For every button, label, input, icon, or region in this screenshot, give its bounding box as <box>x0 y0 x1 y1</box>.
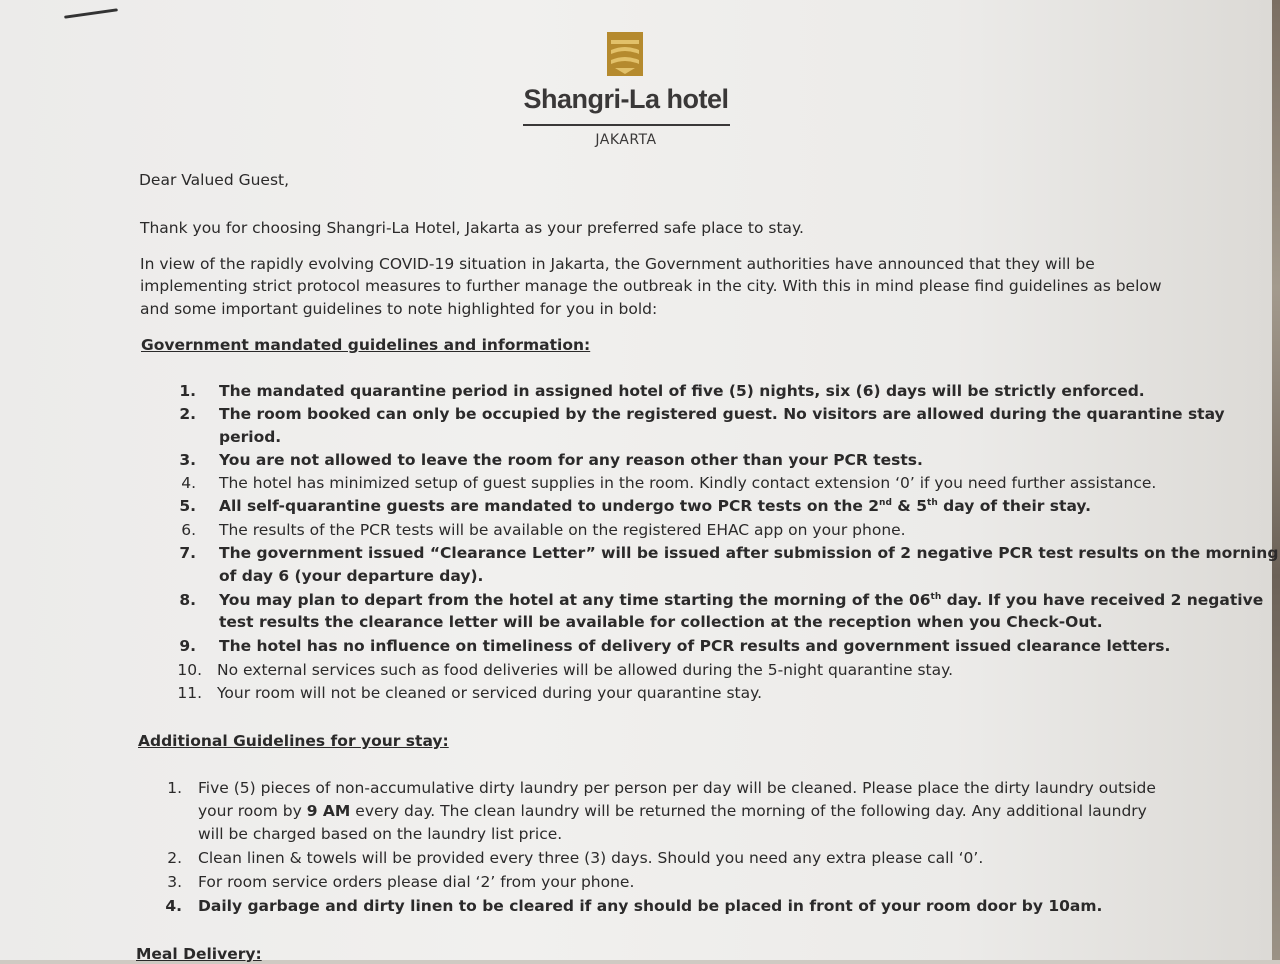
list-item-text: day of their stay. <box>937 497 1091 515</box>
list-item: The mandated quarantine period in assigned hotel of five (5) nights, six (6) days will be strictly enforced. <box>219 382 1145 400</box>
list-number: 6. <box>181 521 196 539</box>
additional-guidelines-heading: Additional Guidelines for your stay: <box>138 732 449 750</box>
salutation: Dear Valued Guest, <box>139 171 290 189</box>
ordinal-suffix: th <box>927 497 938 508</box>
list-item: Clean linen & towels will be provided every three (3) days. Should you need any extra please call ‘0’. <box>198 849 984 867</box>
list-item: The room booked can only be occupied by the registered guest. No visitors are allowed during the quarantine stay <box>219 405 1225 423</box>
list-number: 9. <box>179 637 196 655</box>
list-item-continuation: will be charged based on the laundry list price. <box>198 825 563 843</box>
list-number: 8. <box>179 591 196 609</box>
meal-delivery-heading: Meal Delivery: <box>136 945 262 963</box>
list-number: 1. <box>179 382 196 400</box>
list-item-text: & 5 <box>891 497 928 515</box>
list-item-text: every day. The clean laundry will be returned the morning of the following day. Any additional laundry <box>350 802 1147 820</box>
list-item-text: your room by <box>198 802 307 820</box>
list-item: Your room will not be cleaned or serviced during your quarantine stay. <box>217 684 763 702</box>
list-number: 7. <box>179 544 196 562</box>
list-item: The government issued “Clearance Letter” will be issued after submission of 2 negative PCR test results on the morning <box>219 544 1279 562</box>
shangri-la-logo-icon <box>605 30 645 78</box>
brand-divider <box>523 124 730 126</box>
list-number: 4. <box>165 897 182 915</box>
list-item-text: You may plan to depart from the hotel at any time starting the morning of the 06 <box>219 591 931 609</box>
intro-paragraph-line: In view of the rapidly evolving COVID-19 situation in Jakarta, the Government authorities have announced that they will be <box>140 255 1095 273</box>
list-number: 2. <box>167 849 182 867</box>
list-item: No external services such as food deliveries will be allowed during the 5-night quarantine stay. <box>217 661 954 679</box>
list-number: 5. <box>179 497 196 515</box>
ordinal-suffix: nd <box>879 497 892 508</box>
list-item-continuation: test results the clearance letter will be available for collection at the reception when you Check-Out. <box>219 613 1103 631</box>
list-number: 11. <box>177 684 202 702</box>
list-item-continuation: period. <box>219 428 282 446</box>
ordinal-suffix: th <box>930 591 942 602</box>
list-item-emphasis: 9 AM <box>306 802 351 820</box>
list-item: The results of the PCR tests will be available on the registered EHAC app on your phone. <box>219 521 906 539</box>
list-item-text: day. If you have received 2 negative <box>941 591 1264 609</box>
list-item <box>219 496 1091 516</box>
list-item: The hotel has minimized setup of guest supplies in the room. Kindly contact extension ‘0’ if you need further assistance. <box>219 474 1157 492</box>
intro-paragraph-line: and some important guidelines to note highlighted for you in bold: <box>140 300 658 318</box>
list-item: The hotel has no influence on timeliness of delivery of PCR results and government issued clearance letters. <box>219 637 1171 655</box>
list-item-continuation: of day 6 (your departure day). <box>219 567 484 585</box>
government-guidelines-heading: Government mandated guidelines and information: <box>141 336 591 354</box>
intro-thanks: Thank you for choosing Shangri-La Hotel, Jakarta as your preferred safe place to stay. <box>140 219 804 237</box>
list-item: For room service orders please dial ‘2’ from your phone. <box>198 873 635 891</box>
hotel-city: JAKARTA <box>595 132 657 148</box>
hotel-brand-name: Shangri-La hotel <box>523 84 729 114</box>
list-number: 3. <box>179 451 196 469</box>
list-number: 4. <box>181 474 196 492</box>
list-number: 3. <box>167 873 182 891</box>
list-number: 1. <box>167 779 182 797</box>
list-item: Daily garbage and dirty linen to be cleared if any should be placed in front of your room door by 10am. <box>198 897 1103 915</box>
intro-paragraph-line: implementing strict protocol measures to further manage the outbreak in the city. With this in mind please find guidelines as below <box>140 277 1162 295</box>
background-surface <box>1272 0 1280 960</box>
list-number: 10. <box>177 661 202 679</box>
list-item-text: All self-quarantine guests are mandated to undergo two PCR tests on the 2 <box>219 497 880 515</box>
list-item-continuation <box>198 801 1147 821</box>
list-item: You are not allowed to leave the room for any reason other than your PCR tests. <box>219 451 923 469</box>
list-number: 2. <box>179 405 196 423</box>
list-item: Five (5) pieces of non-accumulative dirty laundry per person per day will be cleaned. Please place the dirty laundry outside <box>198 779 1156 797</box>
list-item <box>219 590 1263 610</box>
